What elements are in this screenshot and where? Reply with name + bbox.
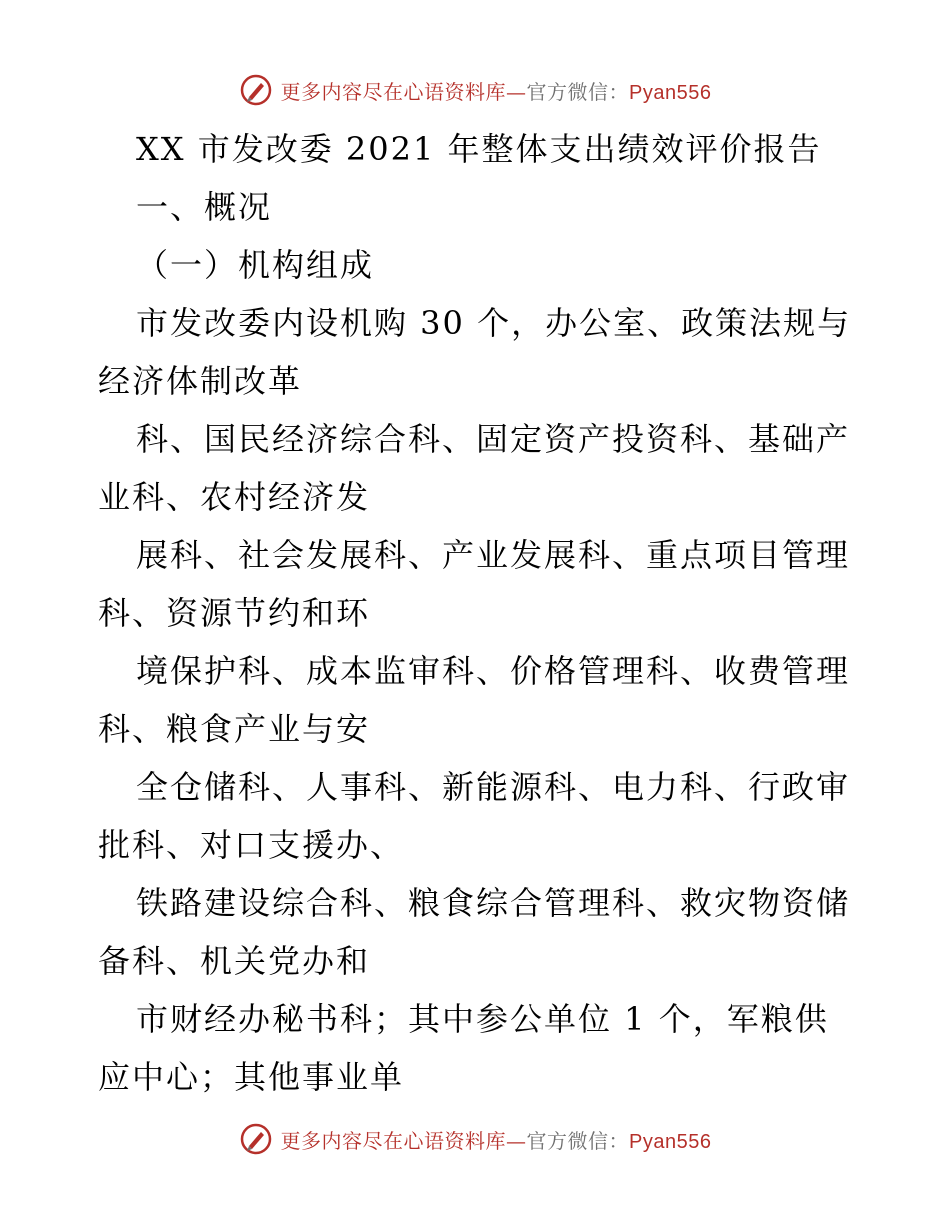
watermark-main: 更多内容尽在心语资料库 — [280, 1128, 507, 1153]
watermark-contact-label: 官方微信： — [526, 79, 630, 104]
pen-logo-icon — [239, 73, 273, 107]
watermark-main: 更多内容尽在心语资料库 — [280, 79, 507, 104]
paragraph-line: 应中心；其他事业单 — [98, 1058, 405, 1096]
watermark-contact-label: 官方微信： — [526, 1128, 630, 1153]
document-body — [98, 120, 858, 1106]
subsection-heading: （一）机构组成 — [136, 246, 375, 284]
paragraph-line: 市发改委内设机购 30 个，办公室、政策法规与 — [136, 304, 852, 342]
watermark-bottom — [0, 1119, 950, 1159]
watermark-text — [281, 76, 712, 105]
paragraph-line: 业科、农村经济发 — [98, 478, 371, 516]
watermark-contact-id: Pyan556 — [629, 1130, 712, 1153]
paragraph-line: 科、国民经济综合科、固定资产投资科、基础产 — [136, 420, 851, 458]
paragraph-line: 全仓储科、人事科、新能源科、电力科、行政审 — [136, 768, 851, 806]
paragraph-line: 境保护科、成本监审科、价格管理科、收费管理 — [136, 652, 851, 690]
section-heading: 一、概况 — [136, 188, 273, 226]
watermark-text — [281, 1125, 712, 1154]
watermark-dash: — — [506, 79, 527, 104]
paragraph-line: 市财经办秘书科；其中参公单位 1 个，军粮供 — [136, 1000, 829, 1038]
watermark-contact-id: Pyan556 — [629, 81, 712, 104]
watermark-dash: — — [506, 1128, 527, 1153]
paragraph-line: 科、粮食产业与安 — [98, 710, 371, 748]
paragraph-line: 科、资源节约和环 — [98, 594, 371, 632]
paragraph-line: 批科、对口支援办、 — [98, 826, 405, 864]
document-title: XX 市发改委 2021 年整体支出绩效评价报告 — [136, 130, 822, 168]
pen-logo-icon — [239, 1122, 273, 1156]
paragraph-line: 经济体制改革 — [98, 362, 303, 400]
paragraph-line: 铁路建设综合科、粮食综合管理科、救灾物资储 — [136, 884, 851, 922]
paragraph-line: 备科、机关党办和 — [98, 942, 371, 980]
paragraph-line: 展科、社会发展科、产业发展科、重点项目管理 — [136, 536, 851, 574]
watermark-top — [0, 70, 950, 110]
